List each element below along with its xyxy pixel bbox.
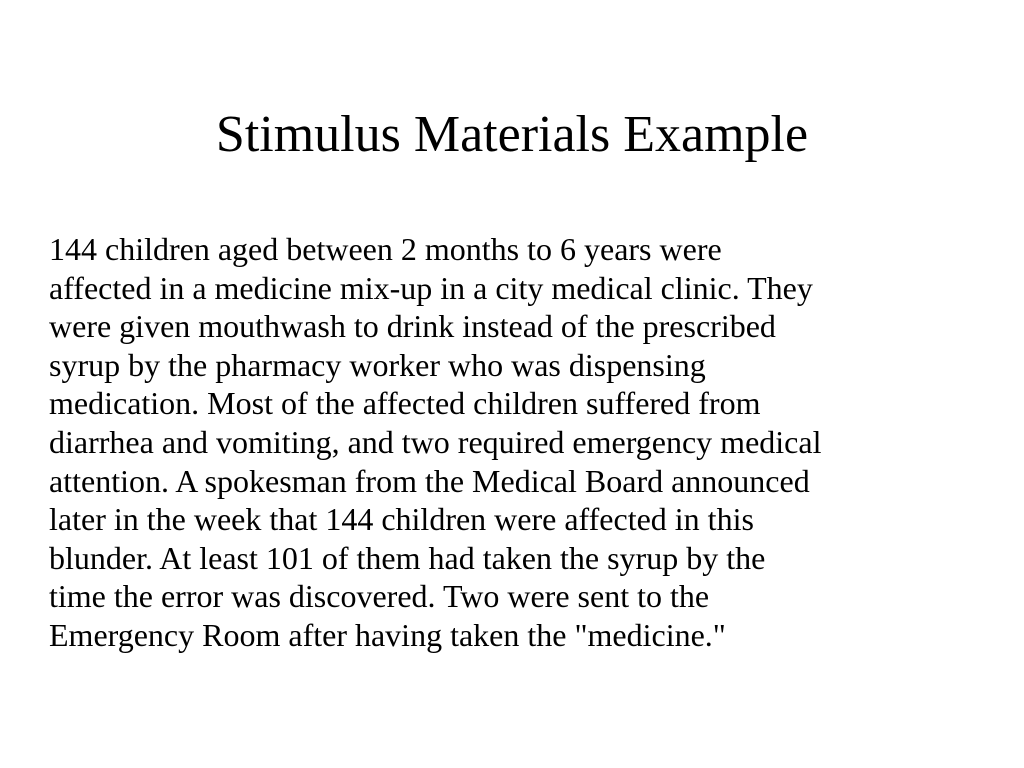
body-line: blunder. At least 101 of them had taken the syrup by the: [49, 539, 766, 576]
body-line: affected in a medicine mix-up in a city medical clinic. They: [49, 269, 813, 306]
body-line: were given mouthwash to drink instead of the prescribed: [49, 308, 776, 345]
body-line: later in the week that 144 children were affected in this: [49, 501, 754, 538]
body-line: time the error was discovered. Two were sent to the: [49, 578, 710, 615]
body-line: 144 children aged between 2 months to 6 years were: [49, 231, 722, 267]
body-line: diarrhea and vomiting, and two required emergency medical: [49, 423, 822, 460]
body-line: attention. A spokesman from the Medical Board announced: [49, 462, 810, 499]
body-line: Emergency Room after having taken the "medicine.": [49, 616, 726, 653]
slide-body-text: [49, 230, 1024, 655]
body-line: medication. Most of the affected children suffered from: [49, 385, 761, 422]
body-line: syrup by the pharmacy worker who was dispensing: [49, 346, 706, 383]
slide-title: Stimulus Materials Example: [215, 106, 809, 163]
